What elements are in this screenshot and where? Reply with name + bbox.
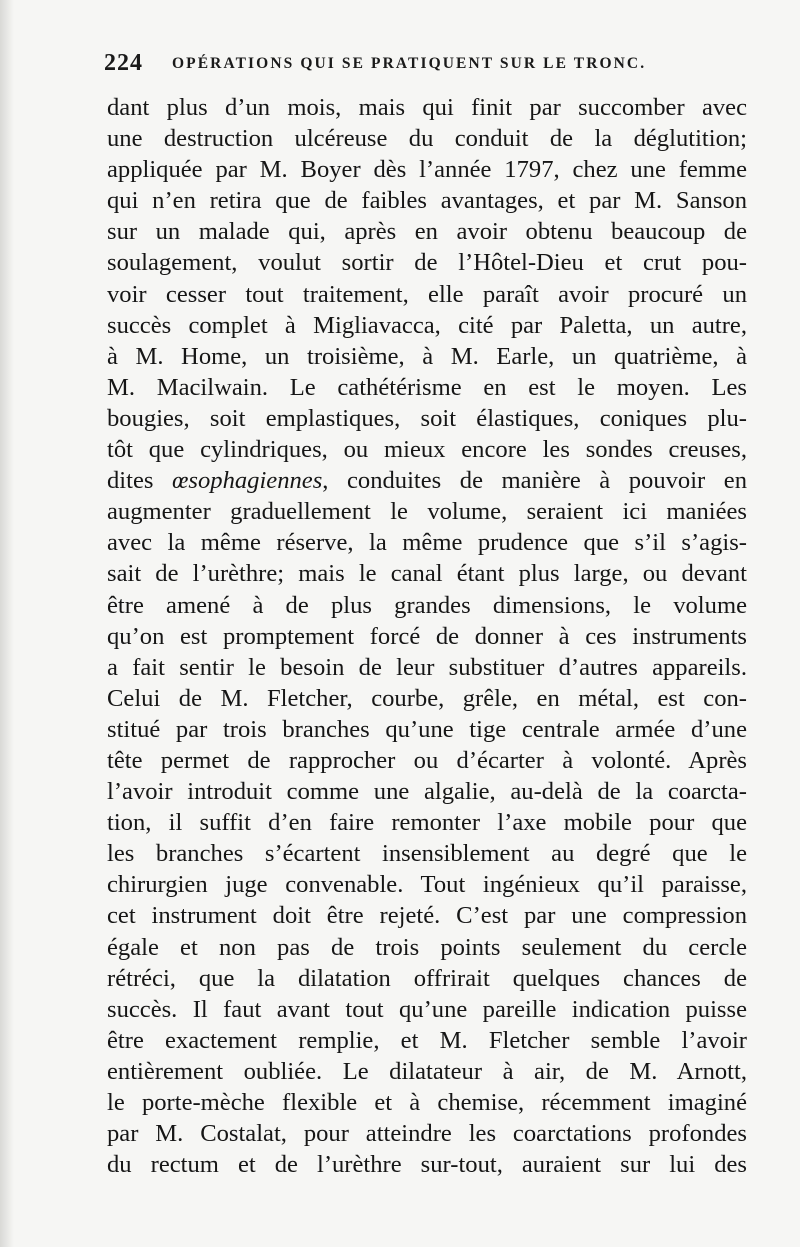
- running-head: [104, 50, 704, 78]
- text-line: tôt que cylindriques, ou mieux encore les sondes creuses,: [107, 436, 747, 464]
- body-text: [107, 92, 747, 1180]
- text-line: dant plus d’un mois, mais qui finit par succomber avec: [107, 94, 747, 121]
- text-line: bougies, soit emplastiques, soit élastiques, coniques plu-: [107, 404, 747, 432]
- text-line: succès complet à Migliavacca, cité par Paletta, un autre,: [107, 311, 747, 339]
- text-line: qu’on est promptement forcé de donner à ces instruments: [107, 622, 747, 650]
- text-line: égale et non pas de trois points seulement du cercle: [107, 933, 747, 961]
- text-line: succès. Il faut avant tout qu’une pareille indication puisse: [107, 995, 747, 1023]
- italic-term: œsophagiennes: [172, 467, 323, 495]
- text-line: être exactement remplie, et M. Fletcher semble l’avoir: [107, 1026, 747, 1054]
- text-line: rétréci, que la dilatation offrirait quelques chances de: [107, 964, 747, 992]
- text-line: cet instrument doit être rejeté. C’est par une compression: [107, 902, 747, 930]
- text-line: sait de l’urèthre; mais le canal étant plus large, ou devant: [107, 560, 747, 588]
- text-line: M. Macilwain. Le cathétérisme en est le moyen. Les: [107, 373, 747, 401]
- text-line: chirurgien juge convenable. Tout ingénieux qu’il paraisse,: [107, 871, 747, 899]
- text-line: tion, il suffit d’en faire remonter l’axe mobile pour que: [107, 809, 747, 837]
- text-line: [107, 465, 747, 496]
- text-line: a fait sentir le besoin de leur substituer d’autres appareils.: [107, 653, 747, 681]
- text-line: appliquée par M. Boyer dès l’année 1797, chez une femme: [107, 156, 747, 184]
- text-line: du rectum et de l’urèthre sur-tout, auraient sur lui des: [107, 1151, 747, 1179]
- text-line: tête permet de rapprocher ou d’écarter à volonté. Après: [107, 746, 747, 774]
- running-title: OPÉRATIONS QUI SE PRATIQUENT SUR LE TRONC.: [172, 55, 647, 72]
- text-line: être amené à de plus grandes dimensions, le volume: [107, 591, 747, 619]
- text-line: sur un malade qui, après en avoir obtenu beaucoup de: [107, 218, 747, 246]
- text-line: stitué par trois branches qu’une tige centrale armée d’une: [107, 715, 747, 743]
- text-line: les branches s’écartent insensiblement au degré que le: [107, 840, 747, 868]
- text-segment: dites: [107, 467, 172, 495]
- text-line: l’avoir introduit comme une algalie, au-delà de la coarcta-: [107, 778, 747, 806]
- text-line: à M. Home, un troisième, à M. Earle, un quatrième, à: [107, 342, 747, 370]
- text-line: avec la même réserve, la même prudence que s’il s’agis-: [107, 529, 747, 557]
- text-line: par M. Costalat, pour atteindre les coarctations profondes: [107, 1120, 747, 1148]
- text-segment: , conduites de manière à pouvoir en: [322, 467, 747, 495]
- text-line: soulagement, voulut sortir de l’Hôtel-Dieu et crut pou-: [107, 249, 747, 277]
- text-line: entièrement oubliée. Le dilatateur à air, de M. Arnott,: [107, 1057, 747, 1085]
- text-line: voir cesser tout traitement, elle paraît avoir procuré un: [107, 280, 747, 308]
- text-line: Celui de M. Fletcher, courbe, grêle, en métal, est con-: [107, 684, 747, 712]
- text-line: qui n’en retira que de faibles avantages, et par M. Sanson: [107, 187, 747, 215]
- text-line: augmenter graduellement le volume, seraient ici maniées: [107, 498, 747, 526]
- page-number: 224: [104, 50, 143, 76]
- text-line: une destruction ulcéreuse du conduit de la déglutition;: [107, 125, 747, 153]
- page-gutter-shadow: [0, 0, 14, 1247]
- text-line: le porte-mèche flexible et à chemise, récemment imaginé: [107, 1089, 747, 1116]
